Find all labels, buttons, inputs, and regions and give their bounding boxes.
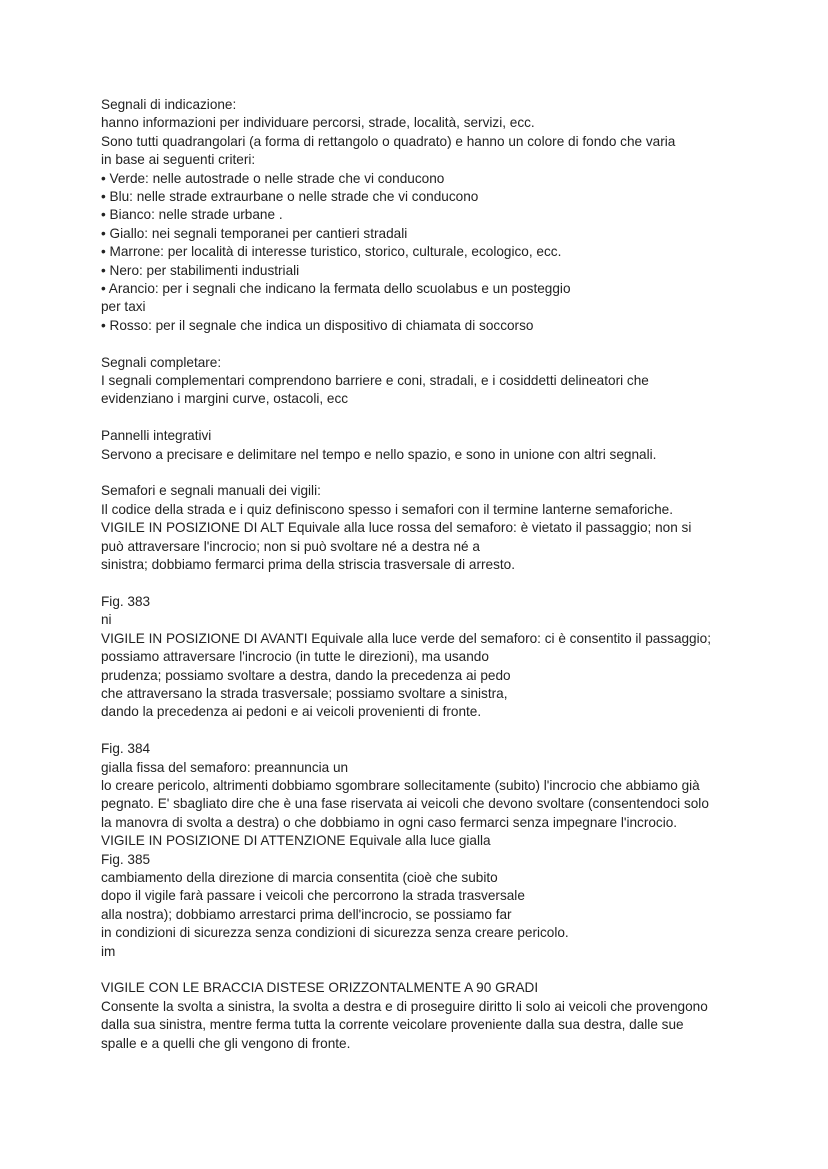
paragraph-spacer <box>101 961 791 979</box>
text-line: possiamo attraversare l'incrocio (in tutte le direzioni), ma usando <box>101 649 489 665</box>
text-line: dalla sua sinistra, mentre ferma tutta la corrente veicolare proveniente dalla sua destra, dalle sue <box>101 1017 684 1033</box>
document-body <box>101 96 791 1053</box>
paragraph-pannelli-integrativi <box>101 427 791 464</box>
text-line: la manovra di svolta a destra) o che dobbiamo in ogni caso fermarci senza impegnare l'incrocio. <box>101 814 678 830</box>
figure-label-385: Fig. 385 <box>101 851 151 867</box>
paragraph-segnali-indicazione <box>101 96 791 335</box>
figure-label-383: Fig. 383 <box>101 593 151 609</box>
heading-segnali-completare: Segnali completare: <box>101 354 222 370</box>
text-line: prudenza; possiamo svoltare a destra, dando la precedenza ai pedo <box>101 667 511 683</box>
text-line: Consente la svolta a sinistra, la svolta a destra e di proseguire diritto li solo ai veicoli che provengono <box>101 998 708 1014</box>
text-line: pegnato. E' sbagliato dire che è una fase riservata ai veicoli che devono svoltare (consentendoci solo <box>101 796 709 812</box>
figure-label-384: Fig. 384 <box>101 741 151 757</box>
text-line: dopo il vigile farà passare i veicoli che percorrono la strada trasversale <box>101 888 525 904</box>
text-line: spalle e a quelli che gli vengono di fronte. <box>101 1035 351 1051</box>
text-line: per taxi <box>101 299 146 315</box>
paragraph-braccia-distese <box>101 979 791 1053</box>
paragraph-spacer <box>101 409 791 427</box>
text-line: im <box>101 943 116 959</box>
text-line: evidenziano i margini curve, ostacoli, ecc <box>101 391 349 407</box>
text-line: sinistra; dobbiamo fermarci prima della striscia trasversale di arresto. <box>101 557 515 573</box>
text-line: che attraversano la strada trasversale; possiamo svoltare a sinistra, <box>101 685 508 701</box>
text-line: può attraversare l'incrocio; non si può svoltare né a destra né a <box>101 538 480 554</box>
text-line: Servono a precisare e delimitare nel tempo e nello spazio, e sono in unione con altri segnali. <box>101 446 657 462</box>
paragraph-spacer <box>101 335 791 353</box>
text-line: VIGILE IN POSIZIONE DI ALT Equivale alla luce rossa del semaforo: è vietato il passaggio; non si <box>101 520 692 536</box>
heading-semafori: Semafori e segnali manuali dei vigili: <box>101 483 321 499</box>
text-line: Sono tutti quadrangolari (a forma di rettangolo o quadrato) e hanno un colore di fondo che varia <box>101 133 676 149</box>
bullet-item-nero: • Nero: per stabilimenti industriali <box>101 262 300 278</box>
bullet-item-marrone: • Marrone: per località di interesse turistico, storico, culturale, ecologico, ecc. <box>101 244 562 260</box>
paragraph-segnali-completare <box>101 354 791 409</box>
text-line: in base ai seguenti criteri: <box>101 152 256 168</box>
text-line: ni <box>101 612 112 628</box>
text-line: VIGILE IN POSIZIONE DI AVANTI Equivale alla luce verde del semaforo: ci è consentito il passaggio; <box>101 630 711 646</box>
bullet-item-bianco: • Bianco: nelle strade urbane . <box>101 207 283 223</box>
bullet-item-arancio: • Arancio: per i segnali che indicano la fermata dello scuolabus e un posteggio <box>101 281 571 297</box>
heading-pannelli-integrativi: Pannelli integrativi <box>101 428 212 444</box>
paragraph-semafori <box>101 482 791 574</box>
text-line: I segnali complementari comprendono barriere e coni, stradali, e i cosiddetti delineatori che <box>101 373 649 389</box>
paragraph-spacer <box>101 464 791 482</box>
bullet-item-rosso: • Rosso: per il segnale che indica un dispositivo di chiamata di soccorso <box>101 317 534 333</box>
text-line: dando la precedenza ai pedoni e ai veicoli provenienti di fronte. <box>101 704 482 720</box>
paragraph-spacer <box>101 575 791 593</box>
paragraph-spacer <box>101 722 791 740</box>
bullet-item-verde: • Verde: nelle autostrade o nelle strade che vi conducono <box>101 170 445 186</box>
text-line: VIGILE IN POSIZIONE DI ATTENZIONE Equivale alla luce gialla <box>101 833 491 849</box>
text-line: cambiamento della direzione di marcia consentita (cioè che subito <box>101 869 498 885</box>
bullet-item-blu: • Blu: nelle strade extraurbane o nelle strade che vi conducono <box>101 189 479 205</box>
heading-braccia-distese: VIGILE CON LE BRACCIA DISTESE ORIZZONTALMENTE A 90 GRADI <box>101 980 539 996</box>
text-line: Il codice della strada e i quiz definiscono spesso i semafori con il termine lanterne semaforiche. <box>101 501 673 517</box>
paragraph-fig-384 <box>101 740 791 961</box>
text-line: lo creare pericolo, altrimenti dobbiamo sgombrare sollecitamente (subito) l'incrocio che abbiamo già <box>101 777 700 793</box>
text-line: in condizioni di sicurezza senza condizioni di sicurezza senza creare pericolo. <box>101 925 569 941</box>
bullet-item-giallo: • Giallo: nei segnali temporanei per cantieri stradali <box>101 225 408 241</box>
text-line: hanno informazioni per individuare percorsi, strade, località, servizi, ecc. <box>101 115 535 131</box>
text-line: alla nostra); dobbiamo arrestarci prima dell'incrocio, se possiamo far <box>101 906 512 922</box>
text-line: gialla fissa del semaforo: preannuncia un <box>101 759 349 775</box>
heading-segnali-indicazione: Segnali di indicazione: <box>101 97 237 112</box>
paragraph-fig-383 <box>101 593 791 722</box>
